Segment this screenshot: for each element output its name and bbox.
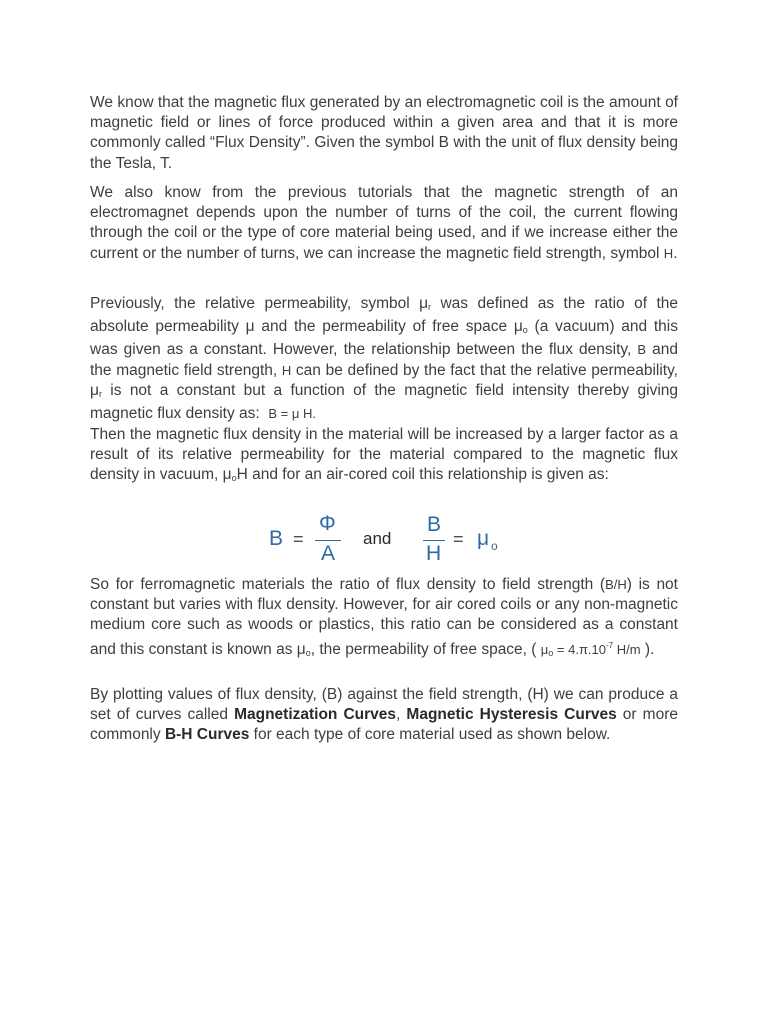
text: . [673, 244, 678, 262]
text: can be defined by the fact that the relative permeability, μ [90, 361, 678, 399]
term-bh-curves: B-H Curves [164, 726, 250, 744]
text: for each type of core material used as shown below. [249, 726, 611, 744]
paragraph-field-strength [90, 183, 678, 264]
symbol-b-over-h: B/H [605, 577, 627, 592]
equation-block [265, 512, 525, 568]
equals-sign: = [293, 529, 304, 549]
text: ) is not constant but varies with flux density. However, for air cored coils or any non-magnetic medium core such as woods or plastics, this ratio can be considered as a constant and this constant is known as μ [90, 576, 678, 658]
fraction-bar [315, 540, 341, 541]
text: or more commonly [90, 706, 678, 744]
subscript: o [491, 539, 498, 553]
subscript: o [548, 647, 554, 658]
text: So for ferromagnetic materials the ratio of flux density to field strength ( [90, 576, 606, 593]
text: (a vacuum) and this was given as a constant. However, the relationship between the flux density, [90, 318, 678, 359]
text: H/m [613, 641, 641, 657]
subscript: o [231, 473, 237, 484]
symbol-h: H [663, 245, 674, 261]
equation-mu: μ [477, 527, 490, 550]
equation-h: H [426, 542, 442, 565]
text: , the permeability of free space, ( [310, 640, 537, 658]
paragraph-flux-density [90, 93, 678, 174]
subscript: r [98, 388, 102, 399]
text: ). [640, 640, 655, 658]
text: We know that the magnetic flux generated by an electromagnetic coil is the amount of magnetic field or lines of force produced within a given area and that it is more commonly called “Flux Density”. Given the symbol B with the unit of flux density being the Tesla, T. [90, 94, 678, 172]
paragraph-ratio [90, 575, 678, 663]
term-hysteresis-curves: Magnetic Hysteresis Curves [406, 706, 617, 724]
equation-b-numerator: B [427, 513, 442, 536]
equation-and: and [363, 529, 392, 548]
symbol-b: B [637, 342, 647, 358]
text: Then the magnetic flux density in the material will be increased by a larger factor as a result of its relative permeability for the material compared to the magnetic flux density in vacuum, μ [90, 426, 678, 484]
text: μ [540, 641, 549, 657]
equation-b: B [269, 527, 284, 550]
text: was defined as the ratio of the absolute permeability μ and the permeability of free space μ [90, 295, 678, 336]
text: = 4.π.10 [553, 641, 606, 657]
text: is not a constant but a function of the magnetic field intensity thereby giving magnetic flux density as: [90, 381, 678, 423]
text: Previously, the relative permeability, symbol μ [90, 295, 429, 312]
paragraph-flux-density-vacuum [90, 425, 678, 489]
text: H and for an air-cored coil this relationship is given as: [236, 466, 609, 484]
paragraph-bh-curves [90, 685, 678, 746]
equation-phi: Φ [319, 512, 336, 535]
equation-a: A [321, 542, 336, 565]
subscript: o [522, 325, 528, 336]
term-magnetization-curves: Magnetization Curves [234, 706, 397, 724]
text: , [396, 706, 407, 724]
text: We also know from the previous tutorials that the magnetic strength of an electromagnet depends upon the number of turns of the coil, the current flowing through the coil or the type of core material being used, and if we increase either the current or the number of turns, we can increase the magnetic field strength, symbol [90, 184, 678, 262]
fraction-bar [423, 540, 445, 541]
paragraph-relative-permeability [90, 294, 678, 424]
formula-b-mu-h: B = μ H. [268, 406, 316, 422]
equals-sign: = [453, 529, 464, 549]
symbol-h: H [281, 362, 292, 378]
superscript: -7 [605, 640, 614, 650]
subscript: r [428, 302, 432, 312]
text: By plotting values of flux density, (B) against the field strength, (H) we can produce a set of curves called [90, 686, 678, 724]
text: and the magnetic field strength, [90, 341, 678, 379]
permeability-value [541, 642, 641, 657]
subscript: o [305, 647, 311, 658]
